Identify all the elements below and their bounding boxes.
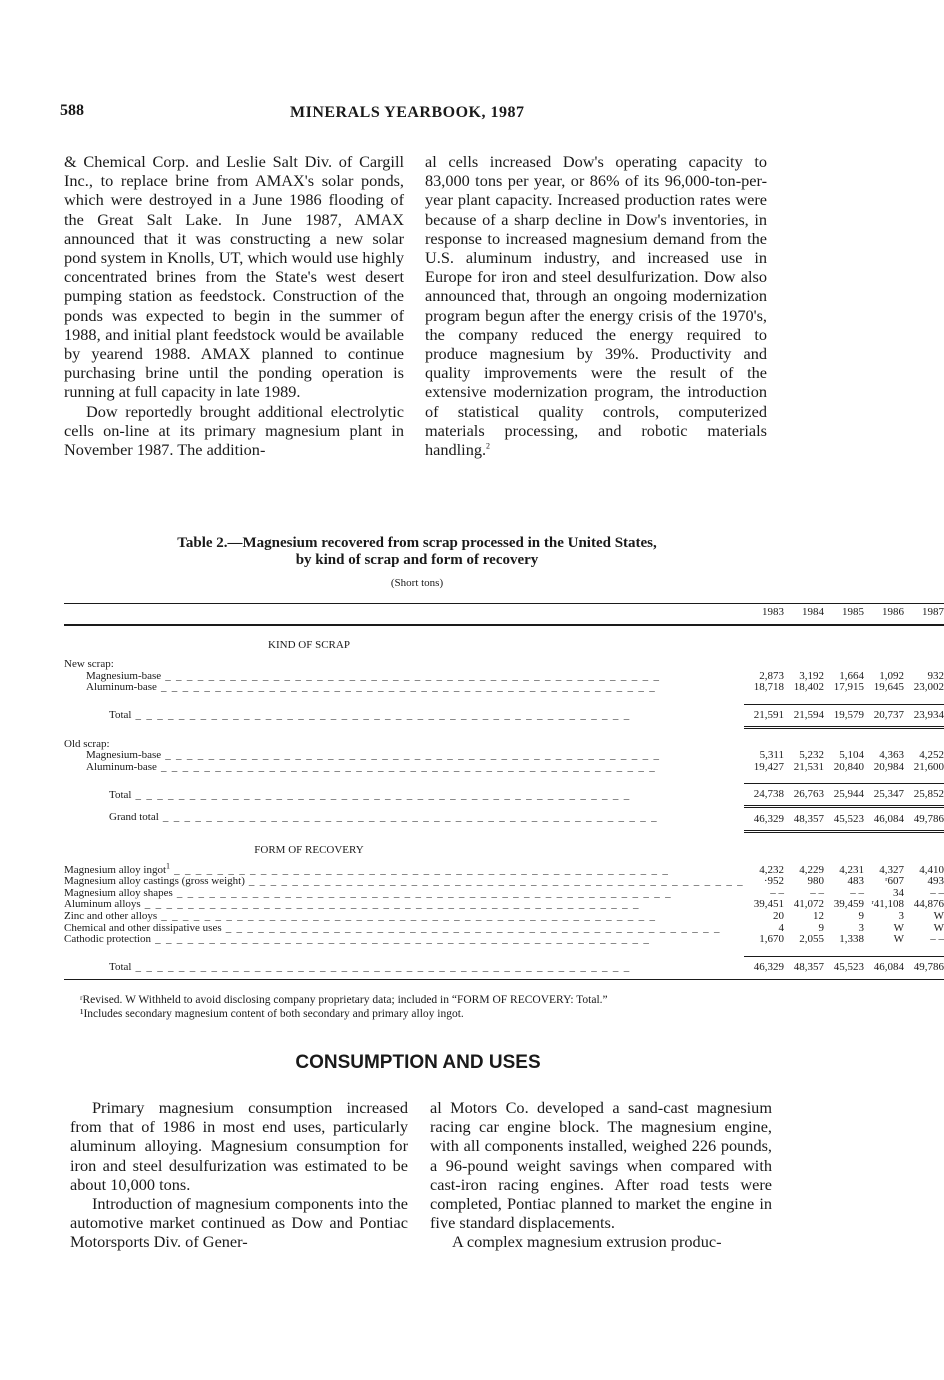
row-label-text: Magnesium alloy shapes: [64, 886, 173, 899]
cell-value: 46,084: [873, 812, 904, 825]
table-cell: [744, 682, 784, 694]
row-label-text: Magnesium alloy ingot: [64, 863, 167, 876]
cell-value: 23,934: [913, 708, 944, 721]
table-cell: [744, 750, 784, 762]
table-cell: [904, 934, 944, 946]
cell-value: 932: [927, 669, 944, 682]
cell-value: 4: [778, 921, 784, 934]
row-label-text: Zinc and other alloys: [64, 910, 158, 922]
cell-value: ʳ607: [885, 875, 904, 888]
leader-dots: _ _ _ _ _ _ _ _ _ _ _ _ _ _ _ _ _ _ _ _ _ _ _ _ _ _ _ _ _ _ _ _ _ _ _ _ _ _ _ _ _ _ _ _ _ _: [172, 886, 672, 899]
leader-dots: _ _ _ _ _ _ _ _ _ _ _ _ _ _ _ _ _ _ _ _ _ _ _ _ _ _ _ _ _ _ _ _ _ _ _ _ _ _ _ _ _ _ _ _ _ _: [244, 875, 744, 888]
section-heading: CONSUMPTION AND USES: [295, 1052, 541, 1073]
row-label-text: Total: [109, 709, 132, 722]
cell-value: 20,840: [833, 760, 864, 773]
table-cell: [744, 727, 784, 739]
table-cell: [824, 773, 864, 784]
cell-value: 45,523: [833, 812, 864, 825]
paragraph: A complex magnesium extrusion produc-: [452, 1232, 722, 1252]
cell-value: 3: [898, 910, 904, 922]
cell-value: 4,327: [879, 863, 904, 876]
table-cell: [784, 682, 824, 694]
row-label-text: Chemical and other dissipative uses: [64, 921, 222, 934]
cell-value: 23,002: [913, 681, 944, 694]
cell-value: 20: [772, 910, 784, 922]
total-row: [64, 784, 944, 807]
cell-value: 17,915: [833, 681, 864, 694]
table-cell: [904, 784, 944, 807]
table-cell: [824, 784, 864, 807]
bottom-right-column: [430, 1098, 772, 1252]
table-cell: [744, 946, 784, 957]
table-cell: [744, 784, 784, 807]
spacer-row: [64, 946, 944, 957]
table-cell: [864, 750, 904, 762]
table-cell: [904, 956, 944, 979]
cell-value: 5,104: [839, 749, 864, 762]
table-cell: [824, 694, 864, 705]
cell-value: 45,523: [833, 960, 864, 973]
table-cell: [904, 704, 944, 727]
cell-value: 19,645: [873, 681, 904, 694]
cell-value: 20,984: [873, 760, 904, 773]
cell-value: 980: [807, 875, 824, 888]
cell-value: 19,427: [753, 760, 784, 773]
table-cell: [824, 762, 864, 774]
table-row: [64, 934, 944, 946]
table-cell: [904, 773, 944, 784]
cell-value: 4,252: [919, 749, 944, 762]
table-cell: [824, 831, 864, 865]
table-cell: [784, 911, 824, 923]
cell-value: 21,591: [753, 708, 784, 721]
table-cell: [784, 806, 824, 831]
table-cell: [64, 694, 744, 705]
section-label: KIND OF SCRAP: [268, 638, 350, 651]
section-label: FORM OF RECOVERY: [254, 844, 364, 857]
leader-dots: _ _ _ _ _ _ _ _ _ _ _ _ _ _ _ _ _ _ _ _ _ _ _ _ _ _ _ _ _ _ _ _ _ _ _ _ _ _ _ _ _ _ _ _ _ _: [161, 669, 661, 682]
row-label-text: Aluminum alloys: [64, 898, 141, 911]
table-cell: [864, 784, 904, 807]
table-cell: [824, 956, 864, 979]
top-right-column: [425, 152, 767, 459]
table-cell: [784, 727, 824, 739]
table-cell: [864, 694, 904, 705]
row-label-text: Total: [109, 961, 132, 974]
table-cell: [904, 694, 944, 705]
table-cell: [904, 946, 944, 957]
paragraph: al Motors Co. developed a sand-cast magnesium racing car engine block. The magnesium engine, with all components installed, weighed 226 pounds, a 96-pound weight savings when compared with cast-iron racing engines. After road tests were completed, Pontiac planned to market the engine in five standard displacements.: [430, 1098, 772, 1233]
table-cell: [744, 831, 784, 865]
leader-dots: _ _ _ _ _ _ _ _ _ _ _ _ _ _ _ _ _ _ _ _ _ _ _ _ _ _ _ _ _ _ _ _ _ _ _ _ _ _ _ _ _ _ _ _ _ _: [156, 681, 656, 694]
table-cell: [824, 911, 864, 923]
footnote-ref: 2: [486, 441, 491, 451]
spacer-row: [64, 773, 944, 784]
cell-value: 21,531: [793, 760, 824, 773]
spacer-row: [64, 694, 944, 705]
table-cell: [904, 911, 944, 923]
row-label: [64, 956, 744, 979]
table-cell: [824, 946, 864, 957]
table-cell: [744, 806, 784, 831]
table-cell: [744, 762, 784, 774]
year-header: 1984: [784, 604, 824, 625]
table-cell: [784, 762, 824, 774]
bottom-left-column: [70, 1098, 408, 1252]
cell-value: W: [893, 921, 904, 934]
cell-value: 18,718: [753, 681, 784, 694]
cell-value: 21,594: [793, 708, 824, 721]
cell-value: 46,329: [753, 812, 784, 825]
leader-dots: _ _ _ _ _ _ _ _ _ _ _ _ _ _ _ _ _ _ _ _ _ _ _ _ _ _ _ _ _ _ _ _ _ _ _ _ _ _ _ _ _ _ _ _ _ _: [157, 910, 657, 922]
table-cell: [744, 934, 784, 946]
row-label-text: Old scrap:: [64, 737, 110, 750]
table-cell: [864, 682, 904, 694]
cell-value: 18,402: [793, 681, 824, 694]
table-title-line: by kind of scrap and form of recovery: [295, 552, 539, 568]
cell-value: 3,192: [799, 669, 824, 682]
table-cell: [864, 806, 904, 831]
table-cell: [824, 806, 864, 831]
cell-value: 49,786: [913, 812, 944, 825]
table-cell: [824, 934, 864, 946]
footnote-revised: ʳRevised. W Withheld to avoid disclosing company proprietary data; included in “FORM OF RECOVERY: Total.”: [80, 994, 608, 1006]
cell-value: 44,876: [913, 898, 944, 911]
table-title-line: Table 2.—Magnesium recovered from scrap processed in the United States,: [177, 535, 657, 551]
table-cell: [904, 762, 944, 774]
year-header: 1983: [744, 604, 784, 625]
cell-value: W: [933, 921, 944, 934]
table-cell: [864, 911, 904, 923]
cell-value: 1,670: [759, 933, 784, 946]
table-footnotes: [80, 993, 608, 1021]
row-label: [64, 806, 744, 831]
table-cell: [64, 773, 744, 784]
table-title: [64, 535, 770, 569]
section-row: [64, 625, 944, 660]
table-cell: [784, 625, 824, 660]
cell-value: 1,338: [839, 933, 864, 946]
table-cell: [904, 806, 944, 831]
table-cell: [784, 750, 824, 762]
table-cell: [864, 946, 904, 957]
cell-value: 4,229: [799, 863, 824, 876]
leader-dots: _ _ _ _ _ _ _ _ _ _ _ _ _ _ _ _ _ _ _ _ _ _ _ _ _ _ _ _ _ _ _ _ _ _ _ _ _ _ _ _ _ _ _ _ _ _: [161, 749, 661, 762]
table-cell: [864, 934, 904, 946]
cell-value: 46,084: [873, 960, 904, 973]
cell-value: 1,664: [839, 669, 864, 682]
row-label: [64, 762, 744, 774]
table-cell: [864, 762, 904, 774]
page-number: 588: [60, 102, 84, 119]
paragraph: [425, 152, 767, 459]
cell-value: 4,410: [919, 863, 944, 876]
cell-value: 2,873: [759, 669, 784, 682]
leader-dots: _ _ _ _ _ _ _ _ _ _ _ _ _ _ _ _ _ _ _ _ _ _ _ _ _ _ _ _ _ _ _ _ _ _ _ _ _ _ _ _ _ _ _ _ _ _: [131, 788, 631, 801]
table-cell: [864, 956, 904, 979]
leader-dots: _ _ _ _ _ _ _ _ _ _ _ _ _ _ _ _ _ _ _ _ _ _ _ _ _ _ _ _ _ _ _ _ _ _ _ _ _ _ _ _ _ _ _ _ _ _: [140, 898, 640, 911]
cell-value: 39,459: [833, 898, 864, 911]
cell-value: 26,763: [793, 788, 824, 801]
top-left-column: [64, 152, 404, 459]
cell-value: 5,311: [759, 749, 784, 762]
table-cell: [824, 727, 864, 739]
cell-value: 25,944: [833, 788, 864, 801]
table-cell: [824, 682, 864, 694]
section-row: [64, 831, 944, 865]
table-cell: [864, 831, 904, 865]
row-label: [64, 784, 744, 807]
row-label-text: Magnesium alloy castings (gross weight): [64, 875, 245, 888]
paragraph: Primary magnesium consumption increased from that of 1986 in most end uses, particularly aluminum alloying. Magnesium consumption for iron and steel desulfurization was estimated to be about 10,000 tons.: [70, 1098, 408, 1194]
paragraph: Dow reportedly brought additional electrolytic cells on-line at its primary magnesium plant in November 1987. The addition-: [64, 401, 404, 460]
table-cell: [904, 727, 944, 739]
spacer-row: [64, 727, 944, 739]
leader-dots: _ _ _ _ _ _ _ _ _ _ _ _ _ _ _ _ _ _ _ _ _ _ _ _ _ _ _ _ _ _ _ _ _ _ _ _ _ _ _ _ _ _ _ _ _ _: [158, 811, 658, 824]
cell-value: 25,852: [913, 788, 944, 801]
cell-value: 41,072: [793, 898, 824, 911]
table-cell: [744, 911, 784, 923]
table-row: [64, 682, 944, 694]
year-header: 1985: [824, 604, 864, 625]
cell-value: 5,232: [799, 749, 824, 762]
table-cell: [824, 750, 864, 762]
table-cell: [784, 773, 824, 784]
leader-dots: _ _ _ _ _ _ _ _ _ _ _ _ _ _ _ _ _ _ _ _ _ _ _ _ _ _ _ _ _ _ _ _ _ _ _ _ _ _ _ _ _ _ _ _ _ _: [170, 863, 670, 876]
cell-value: 49,786: [913, 960, 944, 973]
table-cell: [64, 604, 744, 625]
row-label: [64, 682, 744, 694]
paragraph-text: al cells increased Dow's operating capacity to 83,000 tons per year, or 86% of its 96,000-ton-per-year plant capacity. Increased production rates were because of a sharp decline in Dow's inventories, in response to increased magnesium demand from the U.S. aluminum industry, and increased use in Europe for iron and steel desulfurization. Dow also announced that, through an ongoing modernization program begun after the energy crisis of the 1970's, the company reduced the energy required to produce magnesium by 39%. Productivity and quality improvements were the result of the extensive modernization program, the introduction of statistical quality controls, computerized materials processing, and robotic materials handling.: [425, 152, 767, 460]
table-cell: [744, 956, 784, 979]
table-cell: [744, 694, 784, 705]
cell-value: 9: [818, 921, 824, 934]
cell-value: 12: [812, 910, 824, 922]
row-label-text: Aluminum-base: [86, 681, 157, 694]
row-label-text: Magnesium-base: [86, 749, 162, 762]
row-label-text: Magnesium-base: [86, 669, 162, 682]
row-label-text: Cathodic protection: [64, 933, 152, 946]
leader-dots: _ _ _ _ _ _ _ _ _ _ _ _ _ _ _ _ _ _ _ _ _ _ _ _ _ _ _ _ _ _ _ _ _ _ _ _ _ _ _ _ _ _ _ _ _ _: [221, 921, 721, 934]
cell-value: 48,357: [793, 960, 824, 973]
cell-value: W: [893, 933, 904, 946]
table-cell: [864, 704, 904, 727]
year-header: 1986: [864, 604, 904, 625]
row-label: [64, 934, 744, 946]
table-cell: [904, 750, 944, 762]
table-cell: [904, 831, 944, 865]
grand-total-row: [64, 806, 944, 831]
cell-value: 25,347: [873, 788, 904, 801]
table-cell: [64, 946, 744, 957]
cell-value: 39,451: [753, 898, 784, 911]
table-cell: [784, 956, 824, 979]
footnote-1: ¹Includes secondary magnesium content of both secondary and primary alloy ingot.: [80, 1008, 464, 1020]
footnote-ref: 1: [166, 860, 171, 870]
cell-value: 48,357: [793, 812, 824, 825]
cell-value: 4,232: [759, 863, 784, 876]
cell-value: ʳ41,108: [871, 898, 904, 911]
row-label: [64, 704, 744, 727]
cell-value: 3: [858, 921, 864, 934]
table-cell: [864, 625, 904, 660]
row-label-text: Total: [109, 788, 132, 801]
paragraph: & Chemical Corp. and Leslie Salt Div. of Cargill Inc., to replace brine from AMAX's solar ponds, which were destroyed in a June 1986 flooding of the Great Salt Lake. In June 1987, AMAX announced that it was constructing a new solar pond system in Knolls, UT, which would use highly concentrated brines from the State's west desert pumping station as feedstock. Construction of the ponds was expected to begin in the summer of 1988, and initial plant feedstock would be available by yearend 1988. AMAX planned to continue purchasing brine until the ponding operation is running at full capacity in late 1989.: [64, 152, 404, 402]
table-cell: [784, 694, 824, 705]
total-row: [64, 704, 944, 727]
table-cell: [784, 704, 824, 727]
cell-value: 9: [858, 910, 864, 922]
leader-dots: _ _ _ _ _ _ _ _ _ _ _ _ _ _ _ _ _ _ _ _ _ _ _ _ _ _ _ _ _ _ _ _ _ _ _ _ _ _ _ _ _ _ _ _ _ _: [151, 933, 651, 946]
table-row: [64, 762, 944, 774]
table-cell: [784, 946, 824, 957]
cell-value: 34: [892, 886, 904, 899]
cell-value: ·952: [763, 875, 784, 888]
table-cell: [784, 831, 824, 865]
cell-value: 20,737: [873, 708, 904, 721]
cell-value: – –: [770, 886, 784, 899]
table-header-row: [64, 604, 944, 625]
row-label-text: Grand total: [109, 811, 159, 824]
cell-value: – –: [850, 886, 864, 899]
cell-value: W: [933, 910, 944, 922]
leader-dots: _ _ _ _ _ _ _ _ _ _ _ _ _ _ _ _ _ _ _ _ _ _ _ _ _ _ _ _ _ _ _ _ _ _ _ _ _ _ _ _ _ _ _ _ _ _: [156, 760, 656, 773]
cell-value: 24,738: [753, 788, 784, 801]
total-row: [64, 956, 944, 979]
data-table: [64, 603, 944, 980]
cell-value: 493: [927, 875, 944, 888]
table-cell: [904, 625, 944, 660]
table-cell: [784, 784, 824, 807]
cell-value: 46,329: [753, 960, 784, 973]
row-label-text: New scrap:: [64, 658, 114, 671]
cell-value: – –: [930, 933, 944, 946]
table-cell: [64, 727, 744, 739]
cell-value: 4,231: [839, 863, 864, 876]
row-label-text: Aluminum-base: [86, 760, 157, 773]
table-cell: [744, 704, 784, 727]
table-unit: (Short tons): [390, 577, 444, 589]
cell-value: 483: [847, 875, 864, 888]
table-cell: [744, 773, 784, 784]
cell-value: – –: [810, 886, 824, 899]
cell-value: 19,579: [833, 708, 864, 721]
table-cell: [904, 682, 944, 694]
cell-value: – –: [930, 886, 944, 899]
table-cell: [784, 934, 824, 946]
table-cell: [864, 773, 904, 784]
table-cell: [824, 704, 864, 727]
leader-dots: _ _ _ _ _ _ _ _ _ _ _ _ _ _ _ _ _ _ _ _ _ _ _ _ _ _ _ _ _ _ _ _ _ _ _ _ _ _ _ _ _ _ _ _ _ _: [131, 961, 631, 974]
cell-value: 1,092: [879, 669, 904, 682]
cell-value: 21,600: [913, 760, 944, 773]
table-cell: [824, 625, 864, 660]
leader-dots: _ _ _ _ _ _ _ _ _ _ _ _ _ _ _ _ _ _ _ _ _ _ _ _ _ _ _ _ _ _ _ _ _ _ _ _ _ _ _ _ _ _ _ _ _ _: [131, 709, 631, 722]
year-header: 1987: [904, 604, 944, 625]
running-head: MINERALS YEARBOOK, 1987: [290, 104, 525, 121]
paragraph: Introduction of magnesium components into the automotive market continued as Dow and Pontiac Motorsports Div. of Gener-: [70, 1194, 408, 1252]
table-cell: [744, 625, 784, 660]
cell-value: 2,055: [799, 933, 824, 946]
cell-value: 4,363: [879, 749, 904, 762]
table-cell: [864, 727, 904, 739]
